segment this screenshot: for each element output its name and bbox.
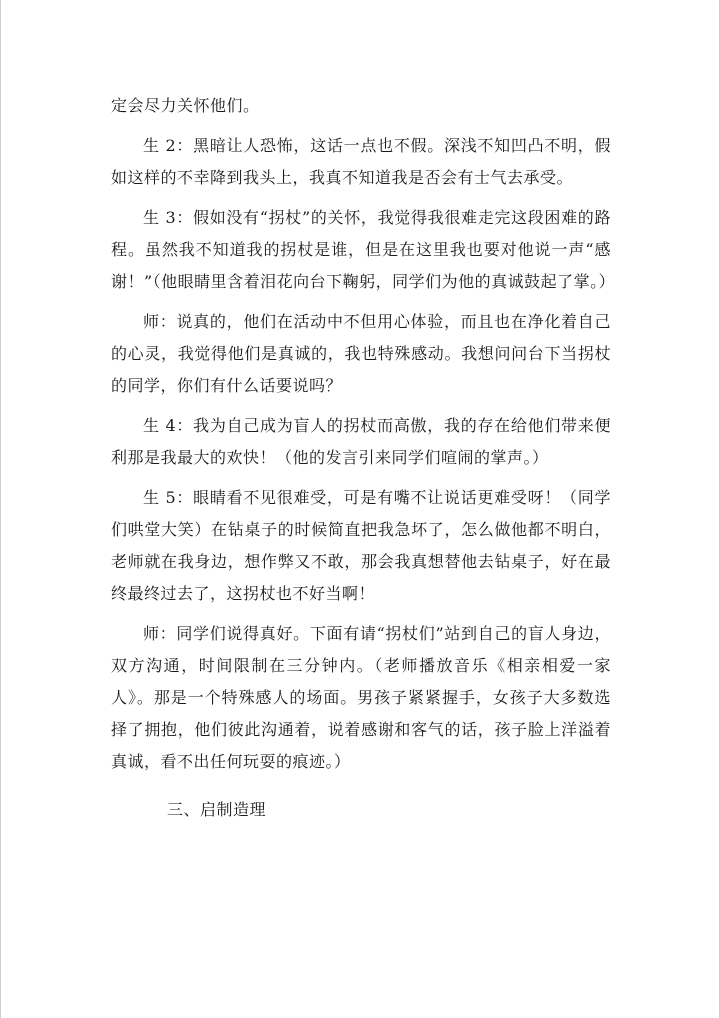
paragraph-teacher-1: 师：说真的，他们在活动中不但用心体验，而且也在净化着自己的心灵，我觉得他们是真诚的，我也特殊感动。我想问问台下当拐杖的同学，你们有什么话要说吗？ (111, 312, 611, 395)
paragraph-student-2: 生 2：黑暗让人恐怖，这话一点也不假。深浅不知凹凸不明，假如这样的不幸降到我头上，我真不知道我是否会有士气去承受。 (111, 136, 611, 187)
section-heading: 三、启制造理 (167, 800, 267, 819)
paragraph-student-3: 生 3：假如没有“拐杖”的关怀，我觉得我很难走完这段困难的路程。虽然我不知道我的拐杖是谁，但是在这里我也要对他说一声“感谢！”（他眼睛里含着泪花向台下鞠躬，同学们为他的真诚鼓起了掌。） (111, 208, 616, 291)
document-body (111, 90, 616, 826)
paragraph-continuation: 定会尽力关怀他们。 (111, 96, 260, 115)
paragraph-student-5: 生 5：眼睛看不见很难受，可是有嘴不让说话更难受呀！（同学们哄堂大笑）在钻桌子的时候简直把我急坏了，怎么做他都不明白，老师就在我身边，想作弊又不敢，那会我真想替他去钻桌子，好在最终最终过去了，这拐杖也不好当啊！ (111, 488, 611, 603)
paragraph-teacher-2: 师：同学们说得真好。下面有请“拐杖们”站到自己的盲人身边，双方沟通，时间限制在三分钟内。（老师播放音乐《相亲相爱一家人》。那是一个特殊感人的场面。男孩子紧紧握手，女孩子大多数选择了拥抱，他们彼此沟通着，说着感谢和客气的话，孩子脸上洋溢着真诚，看不出任何玩耍的痕迹。） (111, 624, 611, 771)
paragraph-student-4: 生 4：我为自己成为盲人的拐杖而高傲，我的存在给他们带来便利那是我最大的欢快！（他的发言引来同学们喧闹的掌声。） (111, 416, 611, 467)
